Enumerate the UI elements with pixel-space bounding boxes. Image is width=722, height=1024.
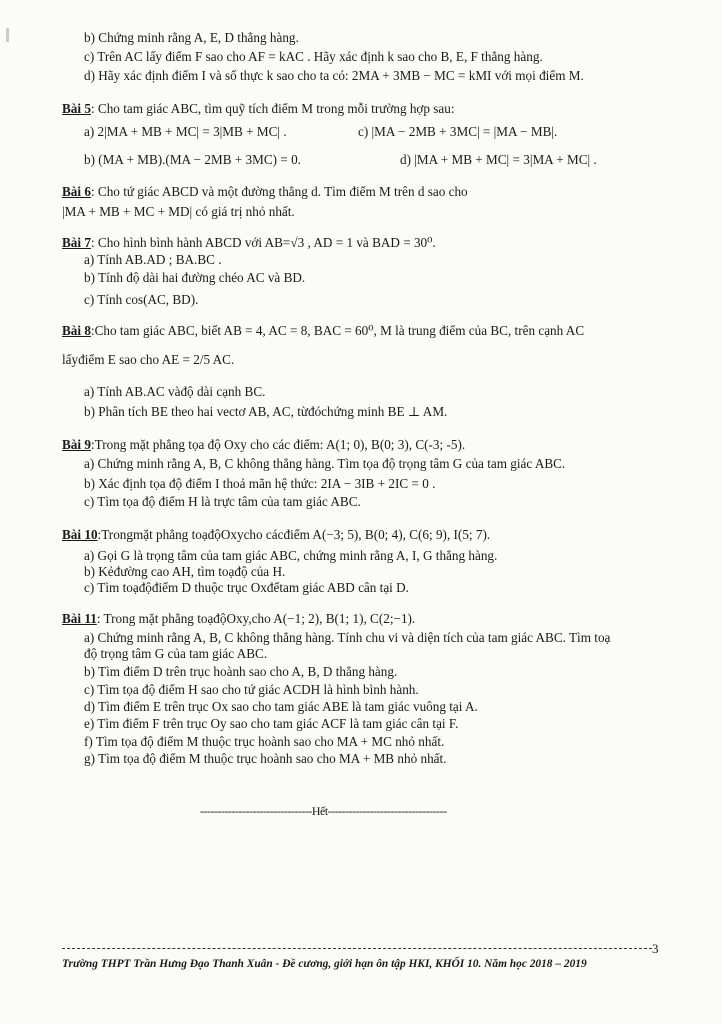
- line-text: b) Tìm điểm D trên trục hoành sao cho A, B, D thẳng hàng.: [84, 664, 398, 679]
- scan-mark: [6, 28, 9, 42]
- exercise-label: Bài 10: [62, 527, 98, 542]
- exercise-label: Bài 8: [62, 323, 91, 338]
- line-text: : Cho tứ giác ABCD và một đường thẳng d. Tìm điểm M trên d sao cho: [90, 184, 468, 199]
- line-text: b) Chứng minh rằng A, E, D thẳng hàng.: [84, 30, 299, 45]
- line-text: b) Phân tích BE theo hai vectơ AB, AC, từđóchứng minh BE ⊥ AM.: [84, 404, 448, 419]
- exercise-line: [84, 124, 287, 140]
- footer-rule: [62, 948, 652, 949]
- line-text: b) (MA + MB).(MA − 2MB + 3MC) = 0.: [84, 152, 301, 167]
- line-text: a) Chứng minh rằng A, B, C không thẳng hàng. Tìm tọa độ trọng tâm G của tam giác ABC.: [84, 456, 566, 471]
- exercise-label: Bài 6: [62, 184, 91, 199]
- exercise-heading: [62, 527, 490, 543]
- exercise-line: [84, 476, 435, 492]
- exercise-line: [84, 30, 299, 46]
- exercise-line: [84, 664, 397, 680]
- exercise-line: [84, 49, 543, 65]
- exercise-line: [84, 152, 301, 168]
- exercise-heading: [62, 323, 584, 339]
- exercise-heading: [62, 101, 455, 117]
- line-text: g) Tìm tọa độ điểm M thuộc trục hoành sao cho MA + MB nhỏ nhất.: [84, 751, 447, 766]
- line-text: d) |MA + MB + MC| = 3|MA + MC| .: [400, 152, 597, 167]
- line-text: a) 2|MA + MB + MC| = 3|MB + MC| .: [84, 124, 287, 139]
- exercise-line: [84, 456, 565, 472]
- line-text: lấyđiểm E sao cho AE = 2/5 AC.: [62, 352, 235, 367]
- exercise-heading: [62, 437, 465, 453]
- end-marker: --------------------------------Hết----------------------------------: [200, 804, 447, 818]
- exercise-heading: [62, 611, 415, 627]
- line-text: a) Chứng minh rằng A, B, C không thẳng hàng. Tính chu vi và diện tích của tam giác ABC. Tìm toạ: [84, 630, 611, 645]
- line-text: c) Tính cos(AC, BD).: [84, 292, 199, 307]
- exercise-heading: [62, 235, 436, 251]
- exercise-line: [84, 716, 458, 732]
- line-text: c) Tìm tọa độ điểm H sao cho tứ giác ACDH là hình bình hành.: [84, 682, 419, 697]
- line-text: a) Tính AB.AD ; BA.BC .: [84, 252, 222, 267]
- exercise-label: Bài 5: [62, 101, 91, 116]
- line-text: : Cho tam giác ABC, tìm quỹ tích điểm M trong mỗi trường hợp sau:: [90, 101, 455, 116]
- line-text: c) Tìm toạđộđiểm D thuộc trục Oxđểtam giác ABD cân tại D.: [84, 580, 409, 595]
- exercise-line: [84, 682, 419, 698]
- page-number: 3: [652, 941, 659, 956]
- line-text: a) Tính AB.AC vàđộ dài cạnh BC.: [84, 384, 266, 399]
- footer-text: Trường THPT Trần Hưng Đạo Thanh Xuân - Đề cương, giới hạn ôn tập HKI, KHỐI 10. Năm học 2018 – 2019: [62, 958, 587, 970]
- line-text: f) Tìm tọa độ điểm M thuộc trục hoành sao cho MA + MC nhỏ nhất.: [84, 734, 445, 749]
- line-text: e) Tìm điểm F trên trục Oy sao cho tam giác ACF là tam giác cân tại F.: [84, 716, 459, 731]
- exercise-line: [84, 494, 361, 510]
- exercise-line: [400, 152, 597, 168]
- exercise-line: [84, 252, 222, 268]
- line-text: độ trọng tâm G của tam giác ABC.: [84, 646, 268, 661]
- line-text: : Trong mặt phẳng toạđộOxy,cho A(−1; 2), B(1; 1), C(2;−1).: [96, 611, 416, 626]
- exercise-line: [84, 751, 446, 767]
- exercise-line: [84, 564, 285, 580]
- exercise-line: [84, 734, 444, 750]
- exercise-line: [62, 352, 234, 368]
- exercise-line: [84, 292, 198, 308]
- exercise-heading: [62, 184, 468, 200]
- line-text: c) Tìm tọa độ điểm H là trực tâm của tam giác ABC.: [84, 494, 361, 509]
- line-text: b) Xác định tọa độ điểm I thoả mãn hệ thức: 2IA − 3IB + 2IC = 0 .: [84, 476, 436, 491]
- line-text: b) Kẻđường cao AH, tìm toạđộ của H.: [84, 564, 286, 579]
- exercise-line: [84, 646, 267, 662]
- line-text: a) Gọi G là trọng tâm của tam giác ABC, chứng minh rằng A, I, G thẳng hàng.: [84, 548, 498, 563]
- line-text: :Cho tam giác ABC, biết AB = 4, AC = 8, BAC = 60⁰, M là trung điểm của BC, trên cạnh AC: [90, 323, 585, 338]
- exercise-line: [84, 548, 497, 564]
- exercise-label: Bài 9: [62, 437, 91, 452]
- line-text: :Trongmặt phẳng toạđộOxycho cácđiểm A(−3; 5), B(0; 4), C(6; 9), I(5; 7).: [97, 527, 491, 542]
- exercise-line: [84, 270, 305, 286]
- line-text: |MA + MB + MC + MD| có giá trị nhỏ nhất.: [62, 204, 295, 219]
- line-text: b) Tính độ dài hai đường chéo AC và BD.: [84, 270, 306, 285]
- line-text: :Trong mặt phẳng tọa độ Oxy cho các điểm: A(1; 0), B(0; 3), C(-3; -5).: [90, 437, 466, 452]
- exercise-line: [84, 384, 265, 400]
- exercise-line: [84, 404, 447, 420]
- exercise-line: [84, 68, 584, 84]
- exercise-line: [84, 630, 610, 646]
- exercise-line: [84, 699, 478, 715]
- line-text: : Cho hình bình hành ABCD với AB=√3 , AD = 1 và BAD = 30⁰.: [90, 235, 436, 250]
- line-text: d) Tìm điểm E trên trục Ox sao cho tam giác ABE là tam giác vuông tại A.: [84, 699, 478, 714]
- exercise-line: [84, 580, 409, 596]
- exercise-label: Bài 7: [62, 235, 91, 250]
- exercise-label: Bài 11: [62, 611, 97, 626]
- line-text: c) |MA − 2MB + 3MC| = |MA − MB|.: [358, 124, 558, 139]
- line-text: d) Hãy xác định điểm I và số thực k sao cho ta có: 2MA + 3MB − MC = kMI với mọi điểm M.: [84, 68, 584, 83]
- line-text: c) Trên AC lấy điểm F sao cho AF = kAC . Hãy xác định k sao cho B, E, F thẳng hàng.: [84, 49, 543, 64]
- exercise-line: [62, 204, 295, 220]
- exercise-line: [358, 124, 557, 140]
